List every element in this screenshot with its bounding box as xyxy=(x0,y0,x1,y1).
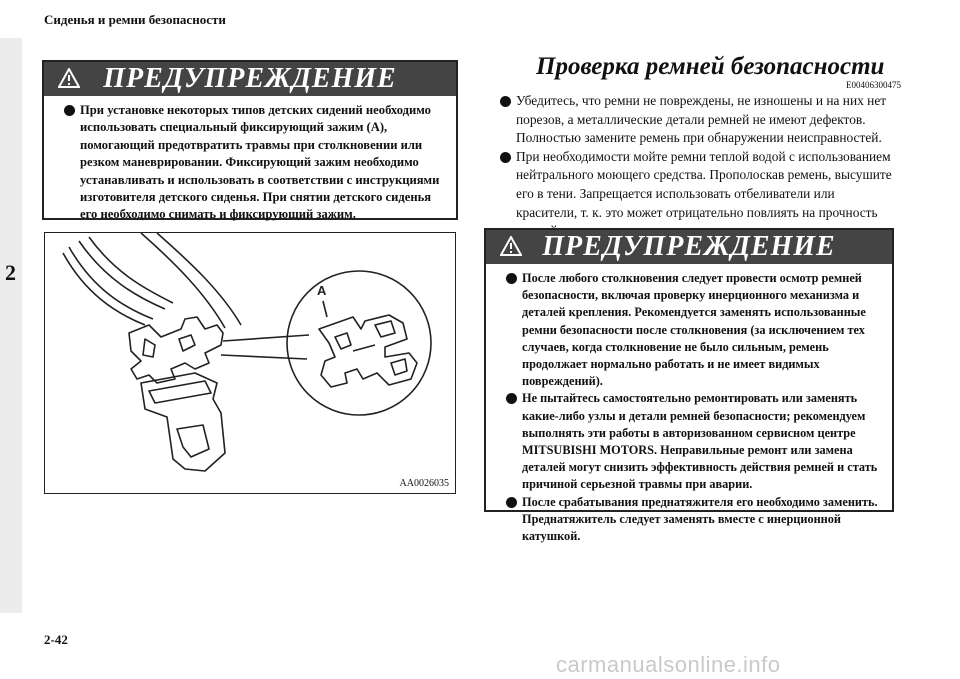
chapter-tab xyxy=(0,38,22,613)
warning-triangle-icon xyxy=(58,68,80,88)
warning-box-after-collision xyxy=(484,228,894,544)
warning-title: ПРЕДУПРЕЖДЕНИЕ xyxy=(542,231,836,262)
watermark: carmanualsonline.info xyxy=(556,652,781,677)
warning-list xyxy=(486,264,892,553)
section-list xyxy=(488,92,894,241)
label-a: A xyxy=(317,283,327,298)
warning-header xyxy=(44,62,456,96)
warning-item: После срабатывания преднатяжителя его необходимо заменить. Преднатяжитель следует заменять вместе с инерционной катушкой. xyxy=(494,494,882,546)
chapter-number: 2 xyxy=(5,260,16,285)
warning-header xyxy=(486,230,892,264)
section-item: Убедитесь, что ремни не повреждены, не изношены и на них нет порезов, а металлические детали ремней не имеют дефектов. Полностью замените ремень при обнаружении неисправностей. xyxy=(488,92,894,148)
section-code: E00406300475 xyxy=(846,80,901,90)
warning-title: ПРЕДУПРЕЖДЕНИЕ xyxy=(103,63,397,94)
warning-box-child-seat xyxy=(42,60,458,220)
warning-item: При установке некоторых типов детских сидений необходимо использовать специальный фиксирующий зажим (A), помогающий предотвратить травмы при столкновении или резком маневрировании. Фиксирующий зажим необходимо устанавливать и использовать в соответствии с инструкциями изготовителя детского сиденья. При снятии детского сиденья его необходимо снимать и фиксирующий зажим. xyxy=(52,102,446,224)
figure-code: AA0026035 xyxy=(399,478,449,489)
bullet-icon xyxy=(500,152,511,163)
warning-item: После любого столкновения следует провести осмотр ремней безопасности, включая проверку инерционного механизма и деталей крепления. Рекомендуется заменять использованные ремни безопасности после столкновения (за исключением тех случаев, когда столкновение не было сильным, ремень продолжает нормально работать и не имеет видимых повреждений). xyxy=(494,270,882,390)
bullet-icon xyxy=(64,105,75,116)
section-item: При необходимости мойте ремни теплой водой с использованием нейтрального моющего средства. Прополоскав ремень, высушите его в тени. Запрещается использовать отбеливатели или красители, т. к. это может отрицательно повлиять на прочность xyxy=(488,148,894,241)
locking-clip-figure xyxy=(44,232,456,494)
warning-item: Не пытайтесь самостоятельно ремонтировать или заменять какие-либо узлы и детали ремней безопасности; рекомендуем выполнять эти работы в авторизованном сервисном центре MITSUBISHI MOTORS. Неправильные ремонт или замена деталей могут снизить эффективность действия ремней и стать причиной серьезной травмы при аварии. xyxy=(494,390,882,493)
warning-triangle-icon xyxy=(500,236,522,256)
bullet-icon xyxy=(506,273,517,284)
bullet-icon xyxy=(500,96,511,107)
warning-list xyxy=(44,96,456,232)
locking-clip-illustration xyxy=(45,233,455,493)
bullet-icon xyxy=(506,497,517,508)
running-header: Сиденья и ремни безопасности xyxy=(44,12,226,27)
bullet-icon xyxy=(506,393,517,404)
section-title: Проверка ремней безопасности xyxy=(536,53,885,80)
page-number: 2-42 xyxy=(44,632,68,647)
